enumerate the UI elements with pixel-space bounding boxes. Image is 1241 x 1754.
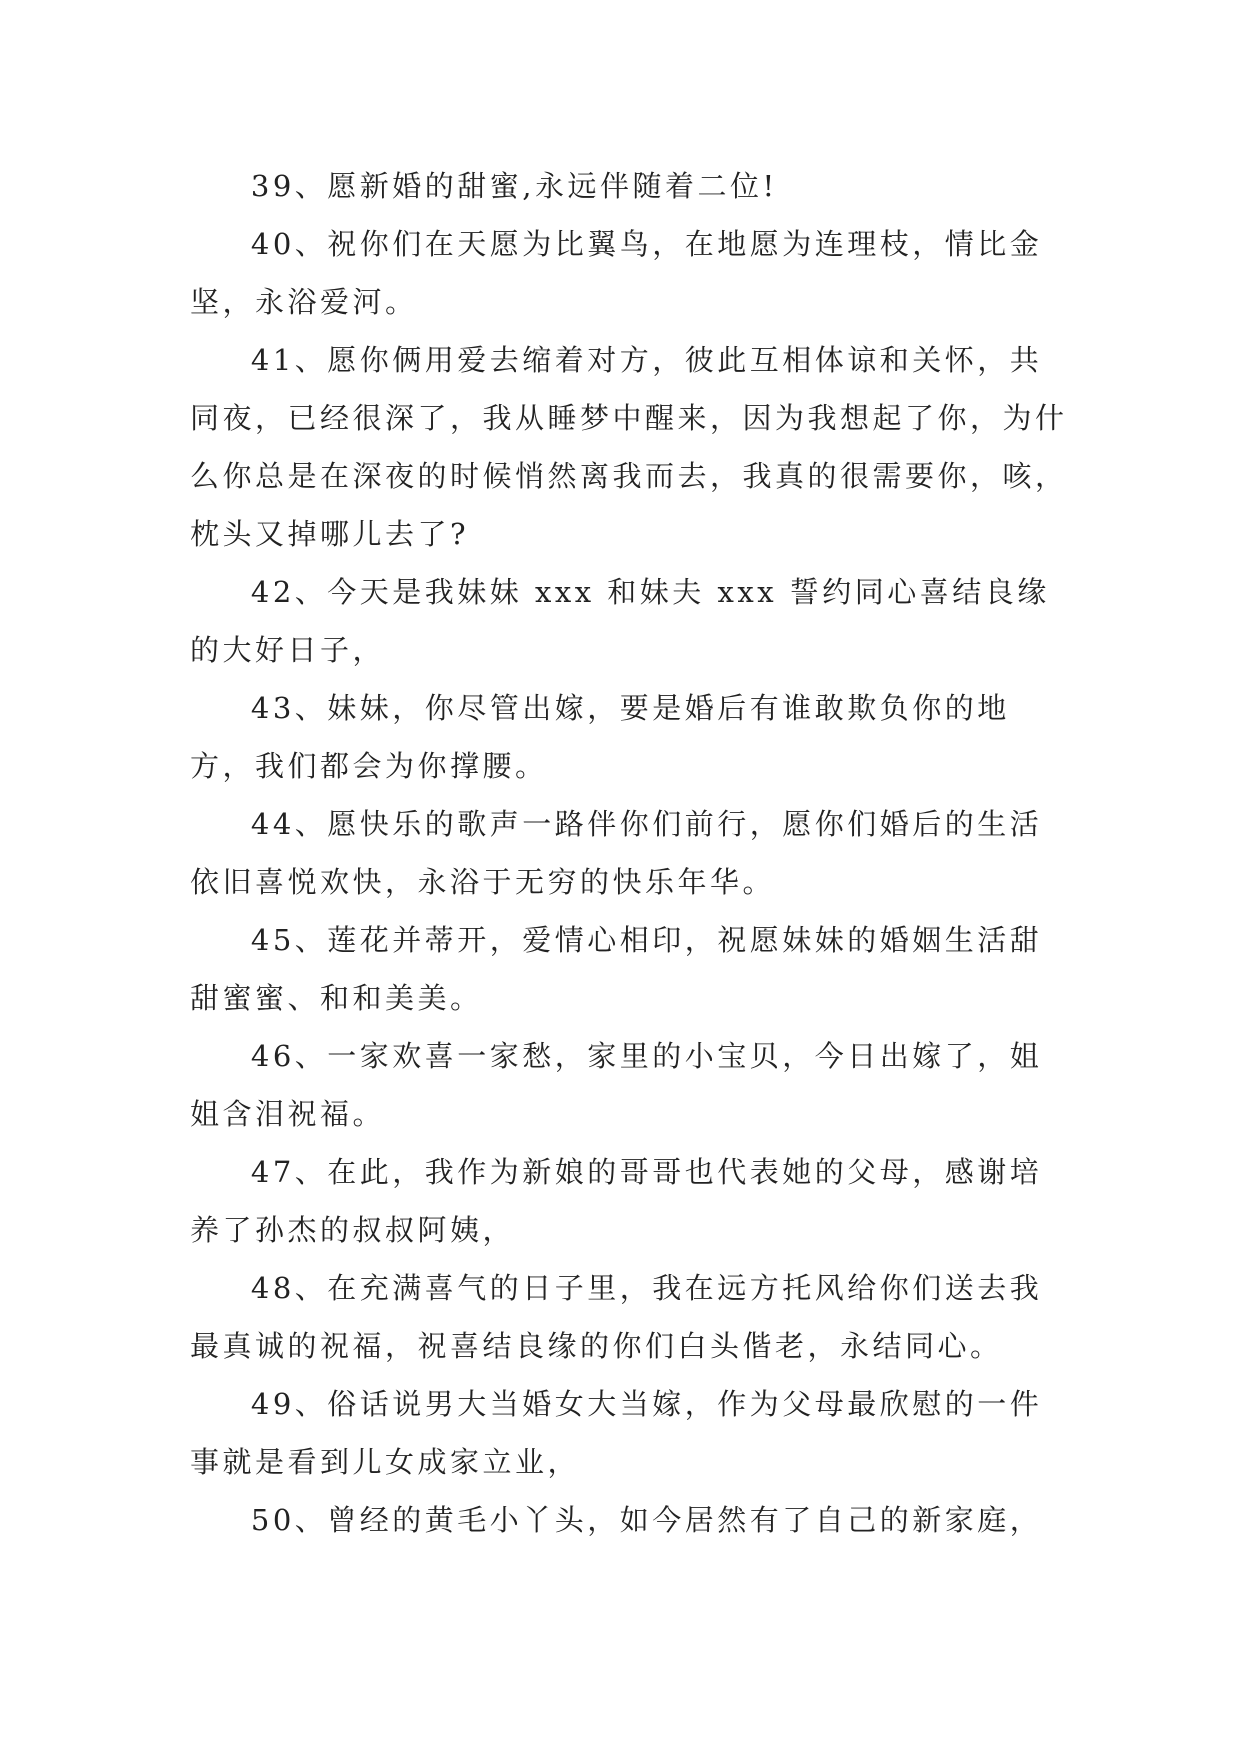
paragraph-44: 44、愿快乐的歌声一路伴你们前行，愿你们婚后的生活依旧喜悦欢快，永浴于无穷的快乐年华。 <box>190 807 1043 899</box>
paragraph-46: 46、一家欢喜一家愁，家里的小宝贝，今日出嫁了，姐姐含泪祝福。 <box>190 1039 1043 1131</box>
paragraph-42: 42、今天是我妹妹 xxx 和妹夫 xxx 誓约同心喜结良缘的大好日子， <box>190 575 1050 667</box>
paragraph-48: 48、在充满喜气的日子里，我在远方托风给你们送去我最真诚的祝福，祝喜结良缘的你们白头偕老，永结同心。 <box>190 1271 1043 1363</box>
paragraph-49: 49、俗话说男大当婚女大当嫁，作为父母最欣慰的一件事就是看到儿女成家立业， <box>190 1387 1043 1479</box>
paragraph-45: 45、莲花并蒂开，爱情心相印，祝愿妹妹的婚姻生活甜甜蜜蜜、和和美美。 <box>190 923 1043 1015</box>
paragraph-50: 50、曾经的黄毛小丫头，如今居然有了自己的新家庭， <box>250 1503 1043 1537</box>
document-body <box>190 157 1070 1549</box>
paragraph-43: 43、妹妹，你尽管出嫁，要是婚后有谁敢欺负你的地方，我们都会为你撑腰。 <box>190 691 1010 783</box>
paragraph-47: 47、在此，我作为新娘的哥哥也代表她的父母，感谢培养了孙杰的叔叔阿姨， <box>190 1155 1043 1247</box>
paragraph-41: 41、愿你俩用爱去缩着对方，彼此互相体谅和关怀，共同夜，已经很深了，我从睡梦中醒来，因为我想起了你，为什么你总是在深夜的时候悄然离我而去，我真的很需要你，咳，枕头又掉哪儿去了? <box>190 343 1068 551</box>
paragraph-39: 39、愿新婚的甜蜜,永远伴随着二位! <box>250 169 778 203</box>
paragraph-40: 40、祝你们在天愿为比翼鸟，在地愿为连理枝，情比金坚，永浴爱河。 <box>190 227 1043 319</box>
